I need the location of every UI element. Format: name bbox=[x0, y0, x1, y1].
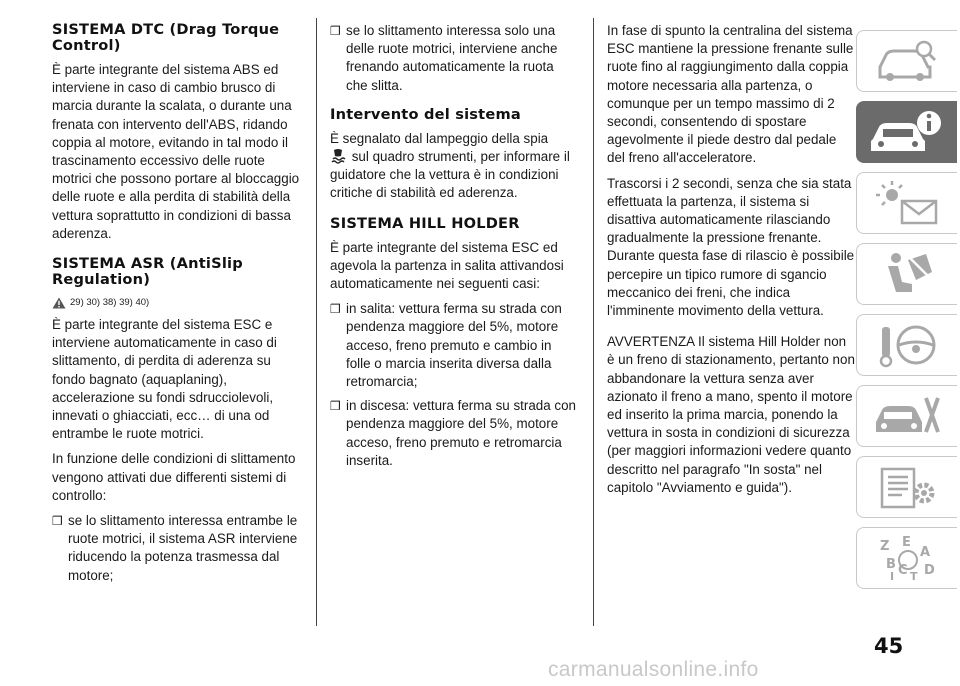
bullet-text: se lo slittamento interessa solo una delle ruote motrici, interviene anche frenando automaticamente la ruota che slitta. bbox=[346, 23, 558, 93]
hill-holder-text-1: In fase di spunto la centralina del sistema ESC mantiene la pressione frenante sulle ruote fino al raggiungimento dalla coppia motore necessaria alla partenza, o comunque per un tempo massimo di 2 secondi, consentendo di spostare agevolmente il piede destro dal pedale del freno all'acceleratore. bbox=[607, 23, 854, 166]
list-item bbox=[330, 300, 578, 391]
chapter-sidebar bbox=[856, 30, 960, 598]
warning-note: AVVERTENZA Il sistema Hill Holder non è un freno di stazionamento, pertanto non abbandonare la vettura senza aver azionato il freno a mano, spento il motore ed inserito la prima marcia, ponendo la vettura in sosta in condizioni di sicurezza (per maggiori informazioni vedere quanto descritto nel paragrafo "In sosta" nel capitolo "Avviamento e guida"). bbox=[607, 334, 855, 495]
index-letter: A bbox=[920, 545, 931, 560]
car-tools-icon bbox=[872, 392, 942, 440]
warning-references bbox=[52, 295, 300, 311]
asr-text-1: È parte integrante del sistema ESC e interviene automaticamente in caso di slittamento, di perdita di aderenza su fondo bagnato (aquaplaning), accelerazione su fondi sdrucciolevoli, innevati o ghiacciati, ecc… di una od entrambe le ruote motrici. bbox=[52, 317, 277, 442]
index-letter: I bbox=[890, 570, 895, 582]
index-letter: E bbox=[902, 535, 911, 550]
bullet-text: in discesa: vettura ferma su strada con pendenza maggiore del 5%, motore acceso, freno premuto e retromarcia inserita. bbox=[346, 398, 576, 468]
bullet-box-icon: ❒ bbox=[330, 399, 341, 414]
list-item bbox=[330, 22, 578, 95]
warning-triangle-icon bbox=[52, 297, 66, 309]
alphabet-index-icon bbox=[872, 534, 942, 582]
asr-title: SISTEMA ASR (AntiSlip Regulation) bbox=[52, 255, 243, 289]
specs-gear-icon bbox=[872, 463, 942, 511]
hill-holder-text-2: Trascorsi i 2 secondi, senza che sia stata effettuata la partenza, il sistema si disattiva automaticamente rilasciando gradualmente la pressione frenante. Durante questa fase di rilascio è possibile percepire un tipico rumore di sgancio meccanico dei freni, che indica l'imminente movimento della vettura. bbox=[607, 175, 855, 319]
intervento-text bbox=[330, 130, 578, 203]
car-search-icon bbox=[872, 37, 942, 85]
tab-warning-lights[interactable] bbox=[856, 172, 957, 234]
warning-lights-icon bbox=[872, 179, 942, 227]
bullet-box-icon: ❒ bbox=[330, 302, 341, 317]
hill-holder-title: SISTEMA HILL HOLDER bbox=[330, 214, 520, 232]
list-item bbox=[330, 397, 578, 470]
intervento-title: Intervento del sistema bbox=[330, 105, 521, 123]
column-1 bbox=[52, 22, 300, 591]
tab-technical-specs[interactable] bbox=[856, 456, 957, 518]
dtc-title: SISTEMA DTC (Drag Torque Control) bbox=[52, 21, 280, 54]
column-2 bbox=[330, 22, 578, 476]
esc-warning-light-icon bbox=[330, 148, 346, 164]
index-letter: Z bbox=[880, 539, 890, 554]
tab-safety[interactable] bbox=[856, 243, 957, 305]
tab-emergency[interactable] bbox=[856, 385, 957, 447]
column-3 bbox=[607, 22, 855, 504]
bullet-box-icon: ❒ bbox=[330, 24, 341, 38]
column-divider bbox=[316, 18, 317, 626]
bullet-text: se lo slittamento interessa entrambe le ruote motrici, il sistema ASR interviene riducendo la potenza trasmessa dal motore; bbox=[68, 513, 298, 583]
bullet-text: in salita: vettura ferma su strada con pendenza maggiore del 5%, motore acceso, freno premuto e cambio in folle o marcia inserita diversa dalla retromarcia; bbox=[346, 301, 562, 390]
page-number: 45 bbox=[874, 634, 904, 658]
car-info-icon bbox=[867, 107, 947, 157]
list-item bbox=[52, 512, 300, 585]
airbag-seat-icon bbox=[872, 250, 942, 298]
bullet-box-icon: ❒ bbox=[52, 514, 63, 529]
index-letter: B bbox=[886, 557, 896, 572]
hill-holder-text: È parte integrante del sistema ESC ed agevola la partenza in salita attivandosi automaticamente nei seguenti casi: bbox=[330, 239, 564, 292]
intervento-text-a: È segnalato dal lampeggio della spia bbox=[330, 130, 549, 146]
column-divider bbox=[593, 18, 594, 626]
index-letter: C bbox=[898, 563, 908, 578]
index-letter: D bbox=[924, 563, 935, 578]
dtc-text: È parte integrante del sistema ABS ed interviene in caso di cambio brusco di marcia durante la scalata, o durante una frenata con intervento dell'ABS, ridando coppia al motore, evitando in tal modo il trascinamento eccessivo delle ruote motrici che possono portare al bloccaggio delle ruote e alla perdita di stabilità della vettura soprattutto in condizioni di bassa aderenza. bbox=[52, 62, 300, 241]
tab-starting-driving[interactable] bbox=[856, 314, 957, 376]
warning-refs-text: 29) 30) 38) 39) 40) bbox=[70, 297, 150, 309]
asr-text-2: In funzione delle condizioni di slittamento vengono attivati due differenti sistemi di controllo: bbox=[52, 451, 296, 503]
tab-alphabetical-index[interactable] bbox=[856, 527, 957, 589]
tab-car-info[interactable] bbox=[856, 101, 957, 163]
intervento-text-b: sul quadro strumenti, per informare il guidatore che la vettura è in condizioni critiche di stabilità ed aderenza. bbox=[330, 149, 570, 201]
index-letter: T bbox=[910, 570, 918, 582]
watermark: carmanualsonline.info bbox=[548, 658, 759, 681]
tab-car-overview[interactable] bbox=[856, 30, 957, 92]
steering-wheel-key-icon bbox=[872, 321, 942, 369]
